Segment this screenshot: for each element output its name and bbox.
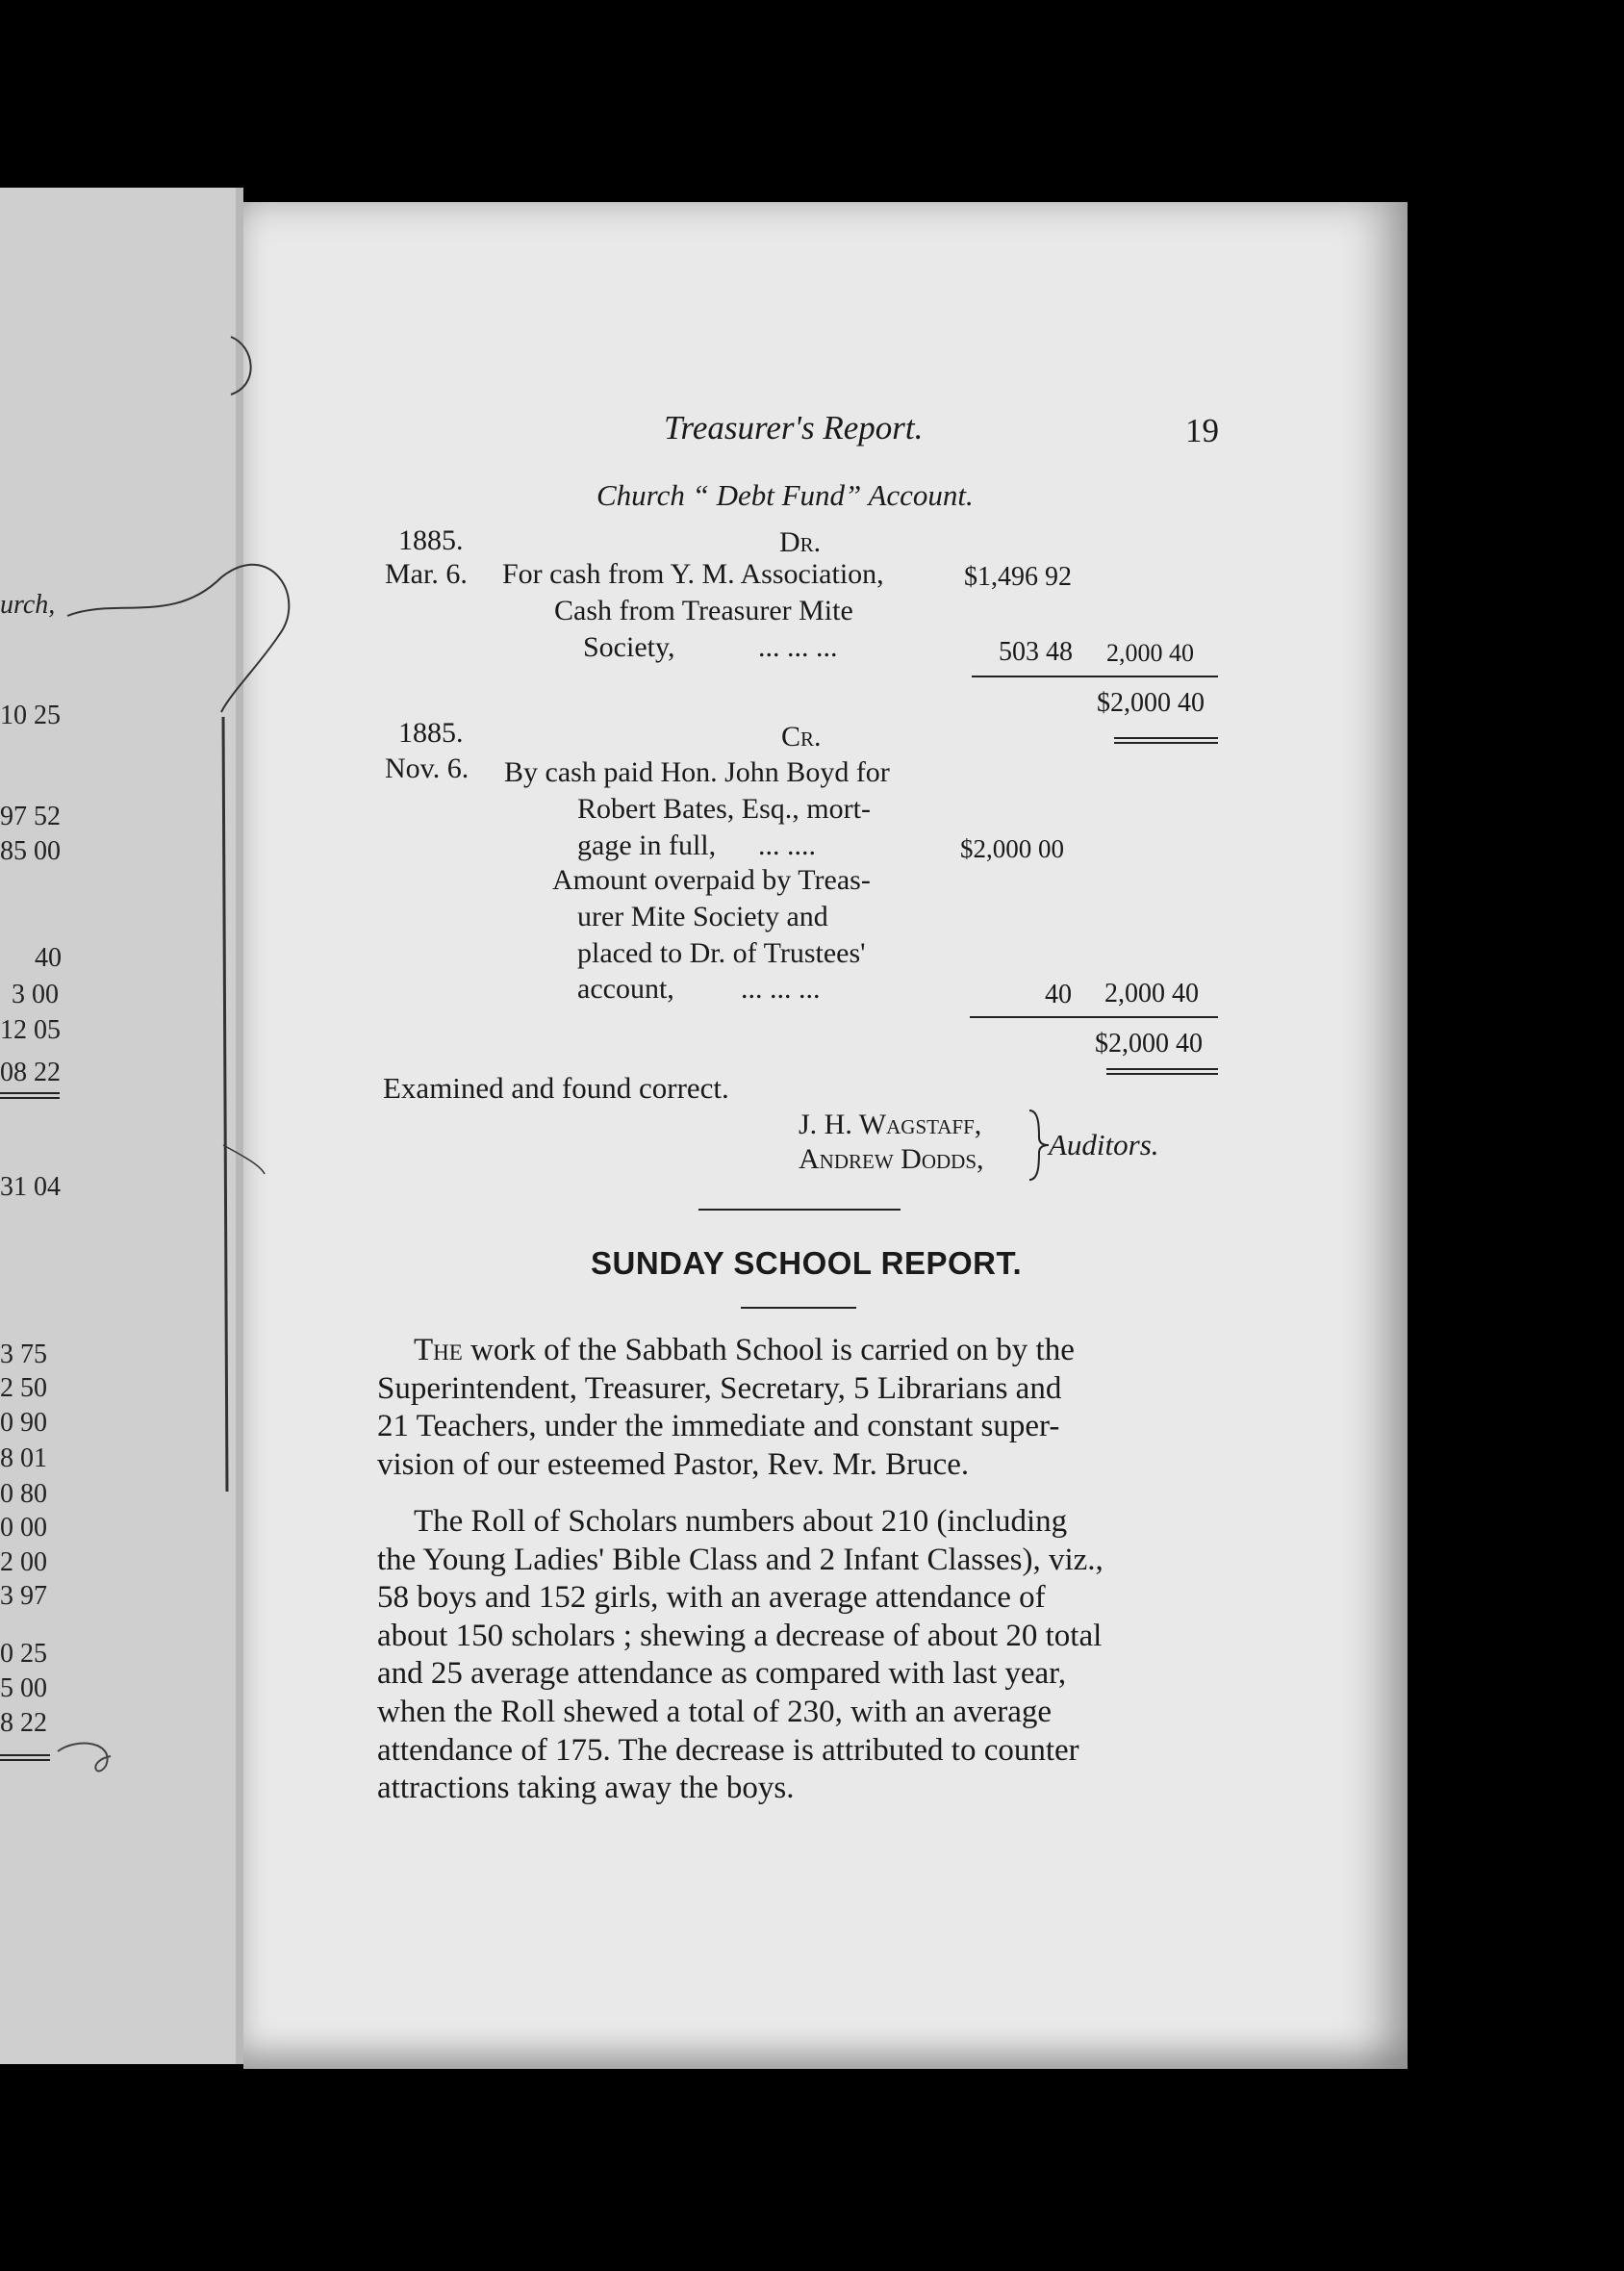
examined-statement: Examined and found correct. (383, 1071, 729, 1105)
dr-line: Society, (583, 631, 675, 663)
left-fragment: 85 00 (0, 836, 61, 866)
left-fragment: 3 00 (12, 980, 59, 1009)
left-fragment: 0 25 (0, 1639, 47, 1669)
running-title: Treasurer's Report. (664, 409, 924, 447)
paragraph-line: 21 Teachers, under the immediate and constant super- (377, 1409, 1060, 1444)
account-title: Church “ Debt Fund” Account. (596, 478, 974, 512)
cr-year: 1885. (398, 717, 464, 749)
dr-total-double-rule (1114, 737, 1218, 744)
paragraph-line: attractions taking away the boys. (377, 1771, 795, 1806)
paragraph-line: and 25 average attendance as compared with last year, (377, 1656, 1067, 1692)
auditor-2: Andrew Dodds, (799, 1143, 984, 1175)
left-fragment: 31 04 (0, 1172, 61, 1202)
left-fragment: 40 (35, 943, 62, 973)
dr-total: $2,000 40 (1097, 688, 1205, 718)
cr-total-double-rule (1106, 1068, 1218, 1075)
left-fragment: 5 00 (0, 1673, 47, 1703)
left-fragment: 08 22 (0, 1058, 61, 1087)
paragraph-1 (377, 1332, 1214, 1484)
cr-leaders-2: ... ... ... (741, 973, 821, 1005)
paragraph-line: vision of our esteemed Pastor, Rev. Mr. Bruce. (377, 1446, 970, 1482)
section-title: SUNDAY SCHOOL REPORT. (591, 1245, 1023, 1281)
paragraph-line: The Roll of Scholars numbers about 210 (including (414, 1504, 1068, 1539)
auditor-1: J. H. Wagstaff, (799, 1109, 982, 1140)
dr-amount-2: 503 48 (999, 637, 1073, 667)
cr-rule (970, 1016, 1218, 1018)
paragraph-line: about 150 scholars ; shewing a decrease of about 20 total (377, 1618, 1103, 1653)
drop-word: The (414, 1333, 463, 1367)
left-fragment: urch, (0, 590, 56, 620)
paragraph-line: Superintendent, Treasurer, Secretary, 5 Librarians and (377, 1370, 1062, 1406)
paragraph-line: the Young Ladies' Bible Class and 2 Infant Classes), viz., (377, 1542, 1104, 1577)
left-fragment: 97 52 (0, 802, 61, 831)
dr-amount-1: $1,496 92 (964, 562, 1072, 592)
paragraph-line: attendance of 175. The decrease is attributed to counter (377, 1732, 1079, 1768)
cr-leaders-1: ... .... (758, 829, 816, 861)
left-fragment: 8 22 (0, 1708, 47, 1738)
cr-amount-1: $2,000 00 (960, 834, 1064, 863)
auditors-label: Auditors. (1049, 1128, 1159, 1161)
dr-leaders: ... ... ... (758, 631, 838, 663)
dr-line: Cash from Treasurer Mite (554, 595, 853, 626)
left-fragment: 10 25 (0, 701, 61, 730)
paragraph-line: work of the Sabbath School is carried on by the (470, 1333, 1075, 1367)
dr-rule (972, 676, 1218, 677)
left-fragment: 3 97 (0, 1581, 47, 1611)
dr-heading: Dr. (779, 526, 822, 558)
title-underline (741, 1307, 856, 1309)
paragraph-2 (377, 1503, 1214, 1808)
left-fragment: 2 00 (0, 1547, 47, 1577)
dr-subtotal: 2,000 40 (1106, 639, 1194, 667)
dr-year: 1885. (398, 524, 464, 556)
cr-total: $2,000 40 (1095, 1029, 1203, 1059)
cr-line: urer Mite Society and (577, 901, 828, 932)
cr-date: Nov. 6. (385, 753, 469, 784)
left-fragment: 2 50 (0, 1373, 47, 1403)
left-fragment: 0 90 (0, 1408, 47, 1438)
cr-line: By cash paid Hon. John Boyd for (504, 756, 890, 788)
cr-line: Amount overpaid by Treas- (552, 864, 871, 896)
left-fragment: 3 75 (0, 1340, 47, 1369)
left-fragment: 0 80 (0, 1479, 47, 1509)
paragraph-line: when the Roll shewed a total of 230, with an average (377, 1694, 1053, 1729)
dr-line: For cash from Y. M. Association, (502, 558, 884, 590)
cr-line: gage in full, (577, 829, 717, 861)
cr-amount-2: 40 (1045, 980, 1072, 1009)
page-number: 19 (1185, 412, 1219, 449)
cr-heading: Cr. (781, 721, 822, 753)
cr-line: Robert Bates, Esq., mort- (577, 793, 871, 825)
dr-date: Mar. 6. (385, 558, 468, 590)
section-separator (698, 1209, 901, 1211)
left-fragment: 12 05 (0, 1015, 61, 1045)
cr-line: placed to Dr. of Trustees' (577, 937, 866, 969)
left-fragment: 0 00 (0, 1513, 47, 1543)
cr-line: account, (577, 973, 674, 1005)
left-fragment: 8 01 (0, 1443, 47, 1473)
paragraph-line: 58 boys and 152 girls, with an average attendance of (377, 1580, 1046, 1616)
cr-subtotal: 2,000 40 (1104, 979, 1199, 1008)
